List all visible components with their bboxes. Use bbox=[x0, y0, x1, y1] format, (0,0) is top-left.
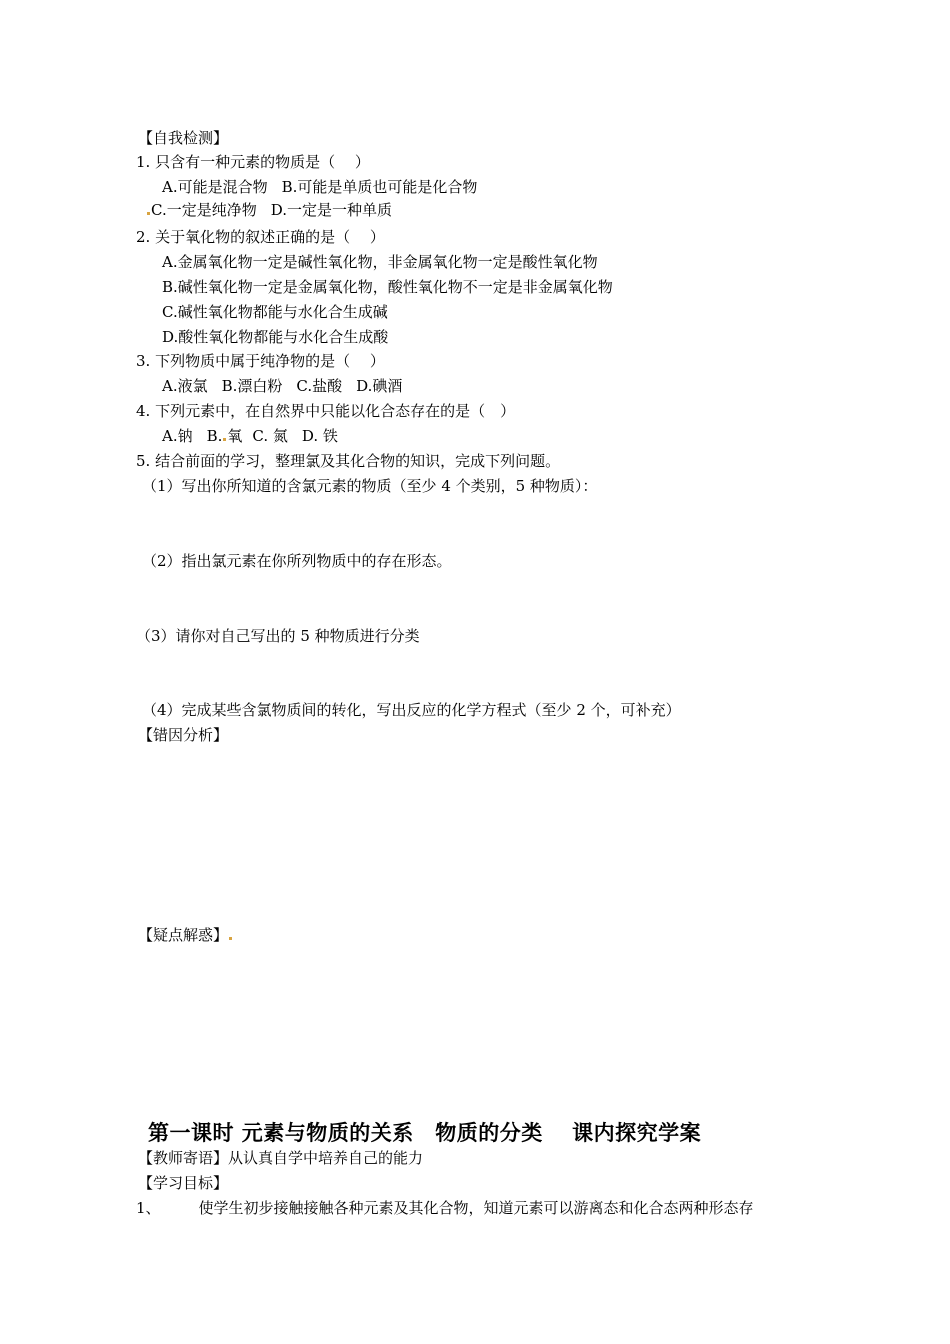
learning-goal-1 bbox=[136, 1198, 754, 1218]
edit-mark-icon bbox=[147, 212, 150, 215]
q5-part-3: （3）请你对自己写出的 5 种物质进行分类 bbox=[136, 627, 420, 645]
error-analysis-heading: 【错因分析】 bbox=[138, 726, 229, 744]
self-check-heading: 【自我检测】 bbox=[138, 129, 229, 147]
question-3-options bbox=[162, 376, 402, 396]
q4-option-c: C. 氮 bbox=[252, 427, 288, 445]
q2-option-d: D.酸性氧化物都能与水化合生成酸 bbox=[162, 328, 389, 346]
q1-option-d: D.一定是一种单质 bbox=[270, 201, 392, 219]
goal-1-text: 使学生初步接触接触各种元素及其化合物，知道元素可以游离态和化合态两种形态存 bbox=[198, 1199, 754, 1217]
q1-option-a: A.可能是混合物 bbox=[162, 178, 268, 196]
q1-option-c: C.一定是纯净物 bbox=[151, 201, 257, 219]
q3-option-c: C.盐酸 bbox=[296, 377, 343, 395]
q4-option-a: A.钠 bbox=[162, 427, 193, 445]
q3-option-a: A.液氯 bbox=[162, 377, 208, 395]
question-3-stem: 3. 下列物质中属于纯净物的是（ ） bbox=[136, 352, 385, 370]
q2-option-c: C.碱性氧化物都能与水化合生成碱 bbox=[162, 303, 388, 321]
q5-part-1: （1）写出你所知道的含氯元素的物质（至少 4 个类别，5 种物质）： bbox=[142, 477, 598, 495]
q5-part-4: （4）完成某些含氯物质间的转化，写出反应的化学方程式（至少 2 个，可补充） bbox=[142, 701, 681, 719]
q5-part-2: （2）指出氯元素在你所列物质中的存在形态。 bbox=[142, 552, 452, 570]
q4-option-b-text: 氧 bbox=[227, 427, 243, 445]
doubts-heading: 【疑点解惑】 bbox=[138, 926, 229, 944]
q2-option-a: A.金属氧化物一定是碱性氧化物，非金属氧化物一定是酸性氧化物 bbox=[162, 253, 598, 271]
learning-goals-heading: 【学习目标】 bbox=[138, 1174, 229, 1192]
edit-mark-icon bbox=[223, 438, 226, 441]
question-4-options bbox=[162, 426, 338, 446]
question-4-stem: 4. 下列元素中，在自然界中只能以化合态存在的是（ ） bbox=[136, 402, 516, 420]
teacher-message-text: 从认真自学中培养自己的能力 bbox=[228, 1149, 424, 1167]
edit-mark-icon bbox=[229, 937, 232, 940]
q1-option-b: B.可能是单质也可能是化合物 bbox=[281, 178, 478, 196]
q3-option-b: B.漂白粉 bbox=[221, 377, 283, 395]
teacher-message-label: 【教师寄语】 bbox=[138, 1149, 229, 1167]
question-1-stem: 1. 只含有一种元素的物质是（ ） bbox=[136, 153, 370, 171]
q4-option-b-prefix: B. bbox=[206, 427, 223, 445]
q4-option-d: D. 铁 bbox=[301, 427, 338, 445]
goal-1-number: 1、 bbox=[136, 1199, 161, 1217]
doubts-heading-line bbox=[138, 925, 233, 945]
question-2-stem: 2. 关于氧化物的叙述正确的是（ ） bbox=[136, 228, 385, 246]
q2-option-b: B.碱性氧化物一定是金属氧化物，酸性氧化物不一定是非金属氧化物 bbox=[162, 278, 613, 296]
teacher-message bbox=[138, 1148, 423, 1168]
lesson-title: 第一课时 元素与物质的关系 物质的分类 课内探究学案 bbox=[148, 1121, 702, 1145]
question-5-stem: 5. 结合前面的学习，整理氯及其化合物的知识，完成下列问题。 bbox=[136, 452, 561, 470]
question-1-options-ab bbox=[162, 177, 477, 197]
question-1-options-cd bbox=[146, 200, 392, 220]
q3-option-d: D.碘酒 bbox=[356, 377, 403, 395]
